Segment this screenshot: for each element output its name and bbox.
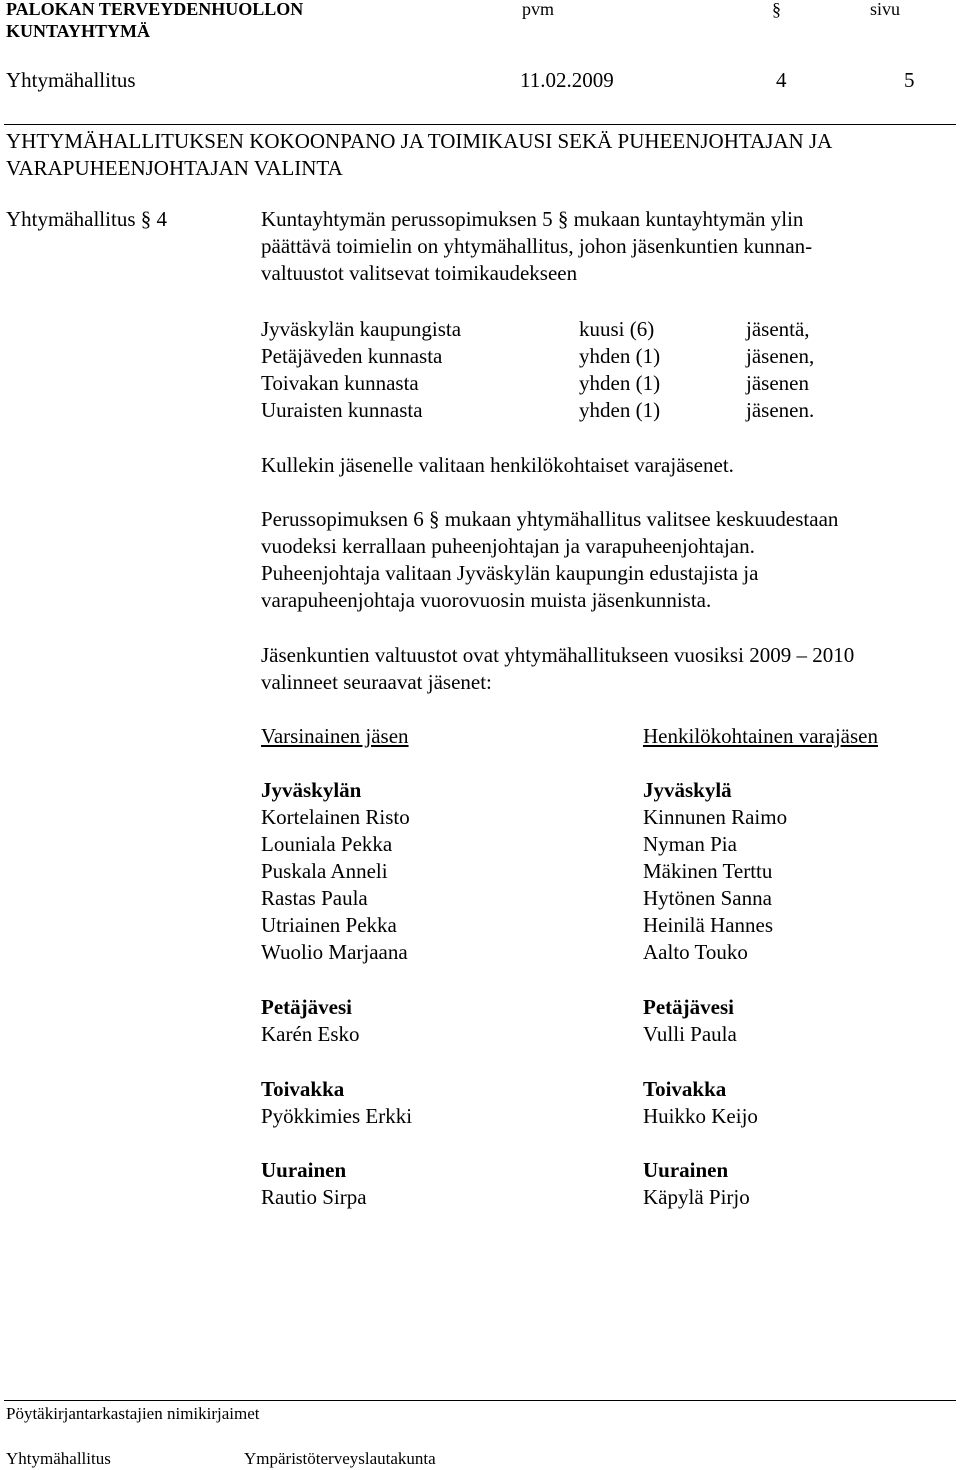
org-name-line2: KUNTAYHTYMÄ [6, 21, 151, 41]
page-title-line1: YHTYMÄHALLITUKSEN KOKOONPANO JA TOIMIKAUSI SEKÄ PUHEENJOHTAJAN JA [6, 129, 833, 153]
header-date: 11.02.2009 [520, 68, 614, 92]
elected-para-line2: valinneet seuraavat jäsenet: [261, 670, 492, 694]
member-count-word: jäsentä, [746, 317, 810, 341]
member-name: Wuolio Marjaana [261, 940, 408, 964]
group-title: Uurainen [261, 1158, 347, 1182]
member-column-header: Varsinainen jäsen [261, 724, 409, 748]
member-list-petajavesi [261, 994, 360, 1048]
member-count-from: Jyväskylän kaupungista [261, 317, 462, 341]
member-name: Utriainen Pekka [261, 913, 397, 937]
deputy-column-header: Henkilökohtainen varajäsen [643, 724, 878, 748]
deputy-list-jyvaskyla [643, 777, 787, 966]
deputy-list-uurainen [643, 1157, 750, 1211]
deputy-name: Heinilä Hannes [643, 913, 774, 937]
intro-line3: valtuustot valitsevat toimikaudekseen [261, 261, 578, 285]
member-list-toivakka [261, 1076, 412, 1130]
deputy-name: Huikko Keijo [643, 1104, 758, 1128]
member-count-from: Petäjäveden kunnasta [261, 344, 443, 368]
intro-line1: Kuntayhtymän perussopimuksen 5 § mukaan kuntayhtymän ylin [261, 207, 804, 231]
member-count-number: yhden (1) [579, 371, 661, 395]
sivu-label: sivu [870, 0, 901, 19]
pvm-label: pvm [522, 0, 555, 19]
member-count-word: jäsenen, [746, 344, 815, 368]
chair-para-line3: Puheenjohtaja valitaan Jyväskylän kaupungin edustajista ja [261, 561, 759, 585]
footer-left-body: Yhtymähallitus [6, 1449, 111, 1468]
group-title: Toivakka [643, 1077, 727, 1101]
member-count-number: yhden (1) [579, 398, 661, 422]
member-count-number: yhden (1) [579, 344, 661, 368]
member-name: Puskala Anneli [261, 859, 388, 883]
deputy-name: Vulli Paula [643, 1022, 737, 1046]
member-count-row [0, 370, 960, 397]
chair-para-line2: vuodeksi kerrallaan puheenjohtajan ja varapuheenjohtajan. [261, 534, 755, 558]
signatures-label: Pöytäkirjantarkastajien nimikirjaimet [6, 1404, 260, 1423]
footer-right-body: Ympäristöterveyslautakunta [244, 1449, 436, 1468]
deputy-list-petajavesi [643, 994, 737, 1048]
member-count-row [0, 397, 960, 424]
chair-para-line1: Perussopimuksen 6 § mukaan yhtymähallitus valitsee keskuudestaan [261, 507, 839, 531]
org-name-line1: PALOKAN TERVEYDENHUOLLON [6, 0, 304, 19]
member-count-number: kuusi (6) [579, 317, 655, 341]
member-count-row [0, 343, 960, 370]
group-title: Petäjävesi [261, 995, 352, 1019]
member-name: Kortelainen Risto [261, 805, 410, 829]
deputy-name: Käpylä Pirjo [643, 1185, 750, 1209]
header-divider [4, 124, 956, 125]
deputy-list-toivakka [643, 1076, 758, 1130]
member-count-from: Toivakan kunnasta [261, 371, 419, 395]
member-count-from: Uuraisten kunnasta [261, 398, 423, 422]
section-reference: Yhtymähallitus § 4 [6, 207, 167, 231]
chair-para-line4: varapuheenjohtaja vuorovuosin muista jäsenkunnista. [261, 588, 712, 612]
intro-line2: päättävä toimielin on yhtymähallitus, johon jäsenkuntien kunnan- [261, 234, 813, 258]
deputy-name: Hytönen Sanna [643, 886, 772, 910]
deputies-note: Kullekin jäsenelle valitaan henkilökohtaiset varajäsenet. [261, 453, 734, 477]
member-list-uurainen [261, 1157, 367, 1211]
group-title: Jyväskylä [643, 778, 732, 802]
header-body-name: Yhtymähallitus [6, 68, 136, 92]
member-name: Rastas Paula [261, 886, 368, 910]
deputy-name: Aalto Touko [643, 940, 748, 964]
member-count-row [0, 316, 960, 343]
group-title: Uurainen [643, 1158, 729, 1182]
member-name: Pyökkimies Erkki [261, 1104, 413, 1128]
member-list-jyvaskyla [261, 777, 410, 966]
deputy-name: Kinnunen Raimo [643, 805, 788, 829]
deputy-name: Mäkinen Terttu [643, 859, 773, 883]
member-name: Karén Esko [261, 1022, 360, 1046]
deputy-name: Nyman Pia [643, 832, 737, 856]
header-section-number: 4 [776, 68, 787, 92]
page-title-line2: VARAPUHEENJOHTAJAN VALINTA [6, 156, 343, 180]
member-name: Rautio Sirpa [261, 1185, 367, 1209]
section-mark-label: § [772, 0, 781, 19]
group-title: Jyväskylän [261, 778, 362, 802]
elected-para-line1: Jäsenkuntien valtuustot ovat yhtymähallitukseen vuosiksi 2009 – 2010 [261, 643, 855, 667]
member-count-word: jäsenen. [746, 398, 815, 422]
header-page-number: 5 [904, 68, 915, 92]
member-count-word: jäsenen [746, 371, 809, 395]
group-title: Petäjävesi [643, 995, 734, 1019]
member-name: Louniala Pekka [261, 832, 393, 856]
footer-divider [4, 1400, 956, 1401]
group-title: Toivakka [261, 1077, 345, 1101]
